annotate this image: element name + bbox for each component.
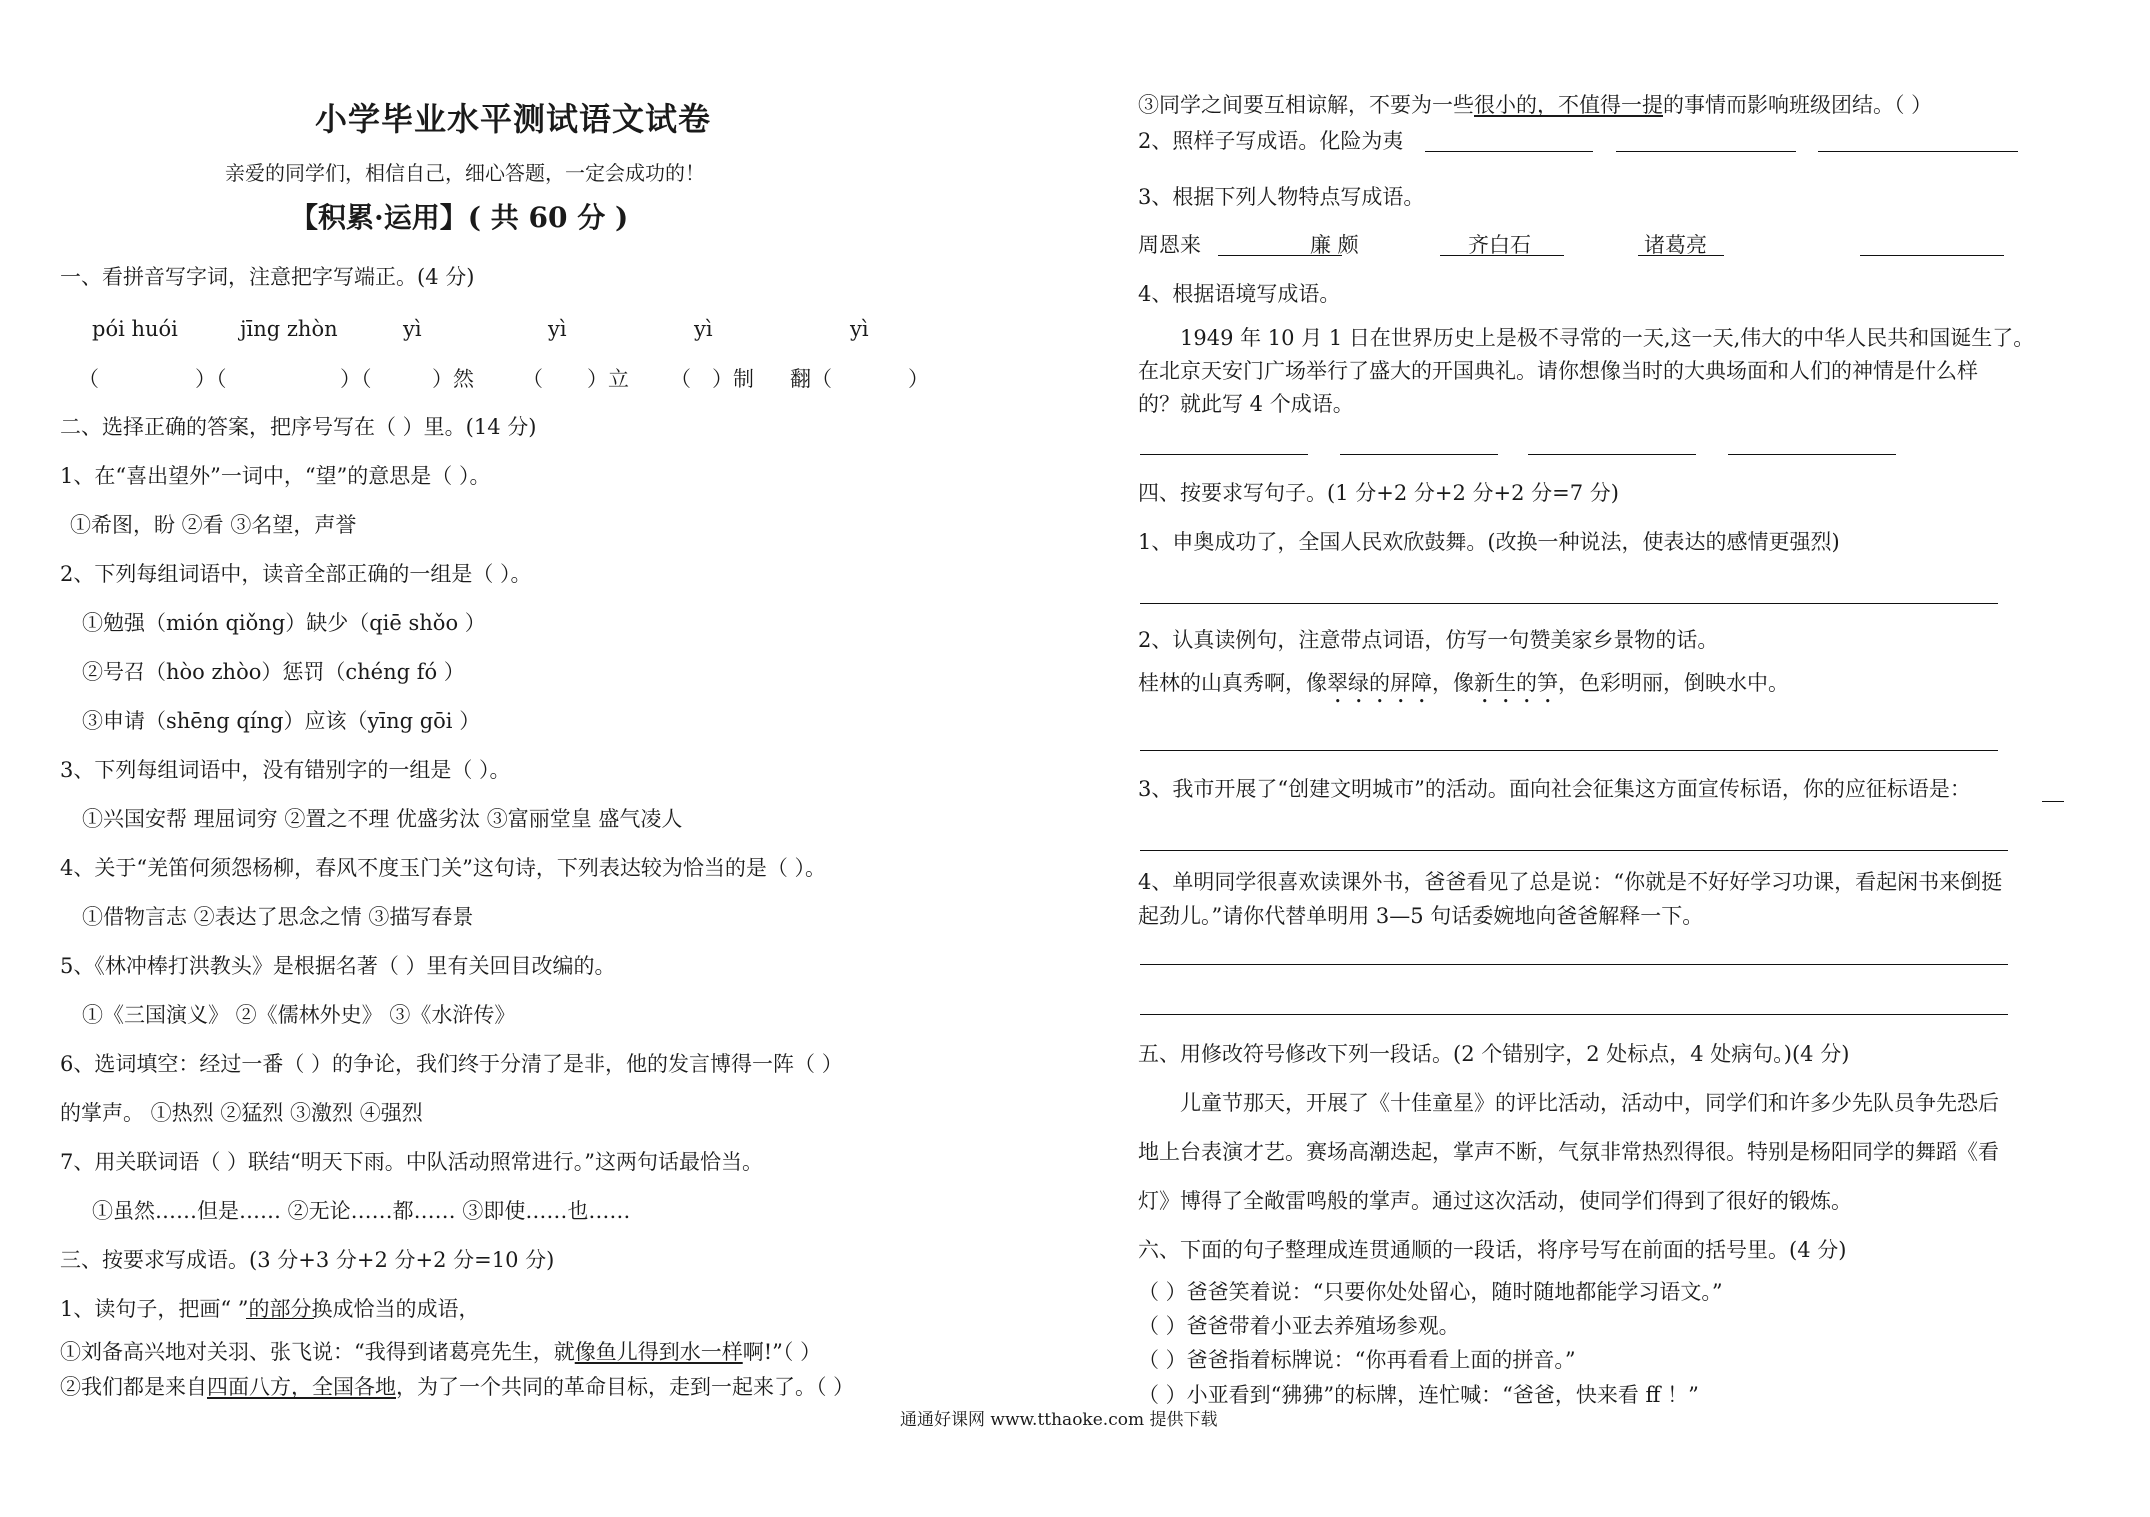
q3-heading: 三、按要求写成语。(3 分+3 分+2 分+2 分=10 分) [60,1248,555,1272]
answer-blank[interactable] [1140,454,1308,455]
dotted-phrase: 翠绿的屏障 [1327,671,1432,695]
s4-heading: 四、按要求写句子。(1 分+2 分+2 分+2 分=7 分) [1138,481,1619,505]
exam-title: 小学毕业水平测试语文试卷 [315,100,712,138]
answer-blank[interactable] [1638,255,1724,256]
q2-item: 5、《林冲棒打洪教头》是根据名著（ ）里有关回目改编的。 [60,954,616,978]
answer-bracket-10[interactable]: ） [908,367,929,391]
section-title: 【积累·运用】( 共 60 分 ) [290,201,629,234]
s6-item: （ ）爸爸笑着说：“只要你处处留心，随时随地都能学习语文。” [1138,1280,1723,1304]
q3-sentence-3: ③同学之间要互相谅解，不要为一些很小的，不值得一提的事情而影响班级团结。（ ） [1138,93,1933,117]
answer-bracket-1[interactable]: （ [78,367,99,391]
q2-item: 3、下列每组词语中，没有错别字的一组是（ ）。 [60,758,511,782]
answer-blank[interactable] [1528,454,1696,455]
s5-para: 儿童节那天，开展了《十佳童星》的评比活动，活动中，同学们和许多少先队员争先恐后 [1180,1091,1999,1115]
answer-blank[interactable] [1340,454,1498,455]
footer-credit: 通通好课网 www.tthaoke.com 提供下载 [900,1410,1218,1430]
answer-bracket-2[interactable]: ）（ [195,367,227,391]
q2-item: 2、下列每组词语中，读音全部正确的一组是（ ）。 [60,562,532,586]
q2-item: 1、在“喜出望外”一词中，“望”的意思是（ ）。 [60,464,491,488]
q3-4-para: 在北京天安门广场举行了盛大的开国典礼。请你想像当时的大典场面和人们的神情是什么样 [1138,359,1978,383]
answer-blank[interactable] [1728,454,1896,455]
pinyin-6: yì [850,317,869,341]
q3-sentence-2: ②我们都是来自四面八方，全国各地，为了一个共同的革命目标，走到一起来了。（ ） [60,1375,855,1399]
answer-line[interactable] [1140,964,2008,965]
person-3: 齐白石 [1468,233,1531,257]
answer-blank[interactable] [1818,151,2018,152]
q3-4-heading: 4、根据语境写成语。 [1138,282,1341,306]
q3-sentence-1: ①刘备高兴地对关羽、张飞说：“我得到诸葛亮先生，就像鱼儿得到水一样啊!”（ ） [60,1340,822,1364]
person-4: 诸葛亮 [1644,233,1707,257]
s5-para: 灯》博得了全敞雷鸣般的掌声。通过这次活动，使同学们得到了很好的锻炼。 [1138,1189,1852,1213]
answer-blank[interactable] [1425,151,1593,152]
q2-heading: 二、选择正确的答案，把序号写在（ ）里。(14 分) [60,415,537,439]
answer-bracket-4[interactable]: ）然 [432,367,474,391]
s4-example: 桂林的山真秀啊，像翠绿的屏障，像新生的笋，色彩明丽，倒映水中。 [1138,671,1789,695]
exam-subtitle: 亲爱的同学们，相信自己，细心答题，一定会成功的！ [225,161,705,185]
pinyin-2: jīng zhòn [240,317,338,341]
s5-heading: 五、用修改符号修改下列一段话。(2 个错别字，2 处标点，4 处病句。)(4 分) [1138,1042,1850,1066]
dotted-phrase: 新生的笋 [1474,671,1558,695]
s4-q4: 4、单明同学很喜欢读课外书，爸爸看见了总是说：“你就是不好好学习功课，看起闲书来倒挺 [1138,870,2003,894]
q2-item: ①希图，盼 ②看 ③名望，声誉 [70,513,357,537]
s5-para: 地上台表演才艺。赛场高潮迭起，掌声不断，气氛非常热烈得很。特别是杨阳同学的舞蹈《看 [1138,1140,1999,1164]
q3-2-heading: 2、照样子写成语。化险为夷 [1138,129,1404,153]
answer-line[interactable] [1140,850,2008,851]
q1-heading: 一、看拼音写字词，注意把字写端正。(4 分) [60,265,475,289]
answer-bracket-6[interactable]: ）立 [587,367,629,391]
pinyin-3: yì [403,317,422,341]
pinyin-4: yì [548,317,567,341]
q2-item: ①借物言志 ②表达了思念之情 ③描写春景 [82,905,474,929]
s6-item: （ ）爸爸带着小亚去养殖场参观。 [1138,1314,1460,1338]
answer-bracket-9[interactable]: 翻（ [790,367,832,391]
q3-intro: 1、读句子，把画“ ”的部分换成恰当的成语， [60,1297,480,1321]
underlined-phrase: 像鱼儿得到水一样 [574,1340,743,1364]
q2-item: 7、用关联词语（ ）联结“明天下雨。中队活动照常进行。”这两句话最恰当。 [60,1150,764,1174]
s6-item: （ ）小亚看到“狒狒”的标牌，连忙喊：“爸爸，快来看 ff ！” [1138,1383,1699,1407]
answer-blank[interactable] [2042,801,2064,802]
q3-4-para: 1949 年 10 月 1 日在世界历史上是极不寻常的一天,这一天,伟大的中华人民共和国诞生了。 [1180,326,2035,350]
q2-item: ③申请（shēng qíng）应该（yīng gōi ） [82,709,481,733]
s4-q2: 2、认真读例句，注意带点词语，仿写一句赞美家乡景物的话。 [1138,628,1719,652]
q3-intro-blank [246,1318,314,1319]
answer-bracket-5[interactable]: （ [522,367,543,391]
answer-blank[interactable] [1860,255,2004,256]
pinyin-5: yì [694,317,713,341]
s4-q3: 3、我市开展了“创建文明城市”的活动。面向社会征集这方面宣传标语，你的应征标语是： [1138,777,1971,801]
q2-item: 的掌声。 ①热烈 ②猛烈 ③激烈 ④强烈 [60,1101,423,1125]
s6-heading: 六、下面的句子整理成连贯通顺的一段话，将序号写在前面的括号里。(4 分) [1138,1238,1847,1262]
underlined-phrase: 很小的，不值得一提 [1474,93,1663,117]
person-2: 廉 颇 [1310,233,1359,257]
answer-line[interactable] [1140,603,1998,604]
answer-blank[interactable] [1218,255,1342,256]
q2-item: ①兴国安帮 理屈词穷 ②置之不理 优盛劣汰 ③富丽堂皇 盛气凌人 [82,807,683,831]
answer-line[interactable] [1140,750,1998,751]
q2-item: ①虽然……但是…… ②无论……都…… ③即使……也…… [92,1199,631,1223]
s4-q4: 起劲儿。”请你代替单明用 3—5 句话委婉地向爸爸解释一下。 [1138,904,1704,928]
pinyin-1: pói huói [92,317,178,341]
answer-bracket-3[interactable]: ）（ [340,367,372,391]
answer-bracket-7[interactable]: （ [670,367,691,391]
answer-bracket-8[interactable]: ）制 [712,367,754,391]
q2-item: 4、关于“羌笛何须怨杨柳，春风不度玉门关”这句诗，下列表达较为恰当的是（ ）。 [60,856,827,880]
q3-4-para: 的？就此写 4 个成语。 [1138,392,1354,416]
answer-blank[interactable] [1616,151,1796,152]
q3-3-heading: 3、根据下列人物特点写成语。 [1138,185,1425,209]
answer-blank[interactable] [1440,255,1564,256]
q2-item: ②号召（hòo zhòo）惩罚（chéng fó ） [82,660,465,684]
underlined-phrase: 四面八方，全国各地 [207,1375,396,1399]
answer-line[interactable] [1140,1014,2008,1015]
q2-item: ①《三国演义》 ②《儒林外史》 ③《水浒传》 [82,1003,516,1027]
s4-q1: 1、申奥成功了，全国人民欢欣鼓舞。(改换一种说法，使表达的感情更强烈) [1138,530,1840,554]
person-1: 周恩来 [1138,233,1201,257]
q2-item: ①勉强（mión qiǒng）缺少（qiē shǒo ） [82,611,486,635]
q2-item: 6、选词填空：经过一番（ ）的争论，我们终于分清了是非，他的发言博得一阵（ ） [60,1052,843,1076]
s6-item: （ ）爸爸指着标牌说：“你再看看上面的拼音。” [1138,1348,1576,1372]
